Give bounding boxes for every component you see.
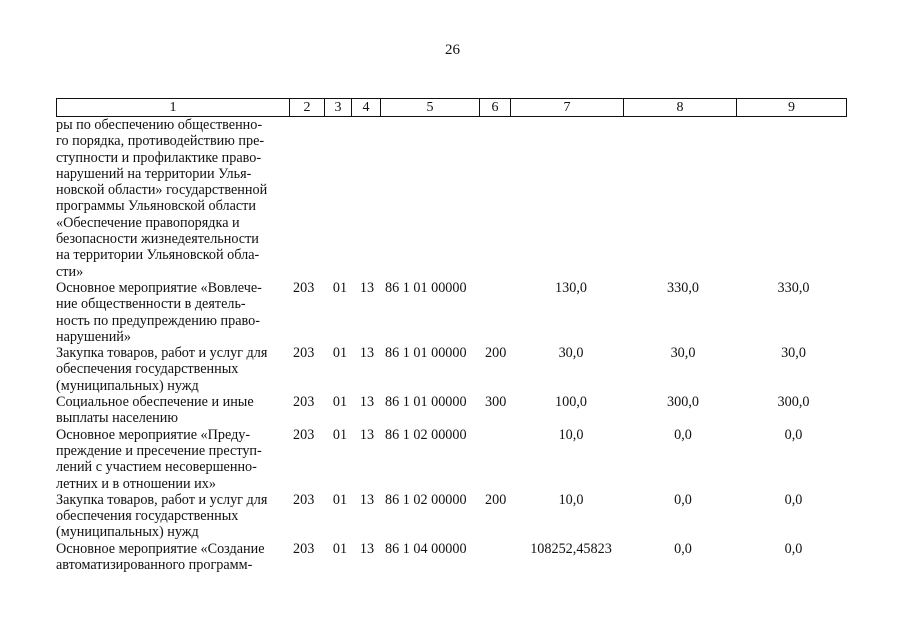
amount-col7-cell xyxy=(515,117,627,280)
amount-col7-cell: 108252,45823 xyxy=(530,540,612,557)
table-row xyxy=(56,345,848,394)
description-line: (муниципальных) нужд xyxy=(56,377,199,394)
description-line: программы Ульяновской области xyxy=(56,198,256,215)
target-article-cell: 86 1 01 00000 xyxy=(385,279,467,296)
description-line: преждение и пресечение преступ- xyxy=(56,442,262,459)
description-line: Основное мероприятие «Преду- xyxy=(56,426,251,443)
amount-col8-cell: 30,0 xyxy=(670,345,696,362)
subsection-code-cell: 13 xyxy=(359,426,375,443)
amount-col9-cell: 30,0 xyxy=(781,345,806,362)
target-article-cell: 86 1 02 00000 xyxy=(385,491,467,508)
amount-col8-cell: 300,0 xyxy=(667,394,699,411)
table-row xyxy=(56,492,848,541)
expense-type-cell: 200 xyxy=(485,491,507,508)
description-line: Основное мероприятие «Создание xyxy=(56,540,265,557)
description-line: безопасности жизнедеятельности xyxy=(56,231,259,248)
description-line: Закупка товаров, работ и услуг для xyxy=(56,345,268,362)
description-line: новской области» государственной xyxy=(56,182,268,199)
description-line: ры по обеспечению общественно- xyxy=(56,117,263,133)
subsection-code-cell: 13 xyxy=(359,491,375,508)
section-code-cell xyxy=(327,117,353,280)
amount-col9-cell xyxy=(739,117,848,280)
target-article-cell xyxy=(381,117,483,280)
row-description xyxy=(56,117,288,280)
subsection-code-cell: 13 xyxy=(359,345,375,362)
header-col-6: 6 xyxy=(480,99,511,117)
description-line: го порядка, противодействию пре- xyxy=(56,133,265,150)
ministry-code-cell xyxy=(288,117,327,280)
table-row xyxy=(56,541,848,574)
table-row xyxy=(56,394,848,427)
expense-type-cell: 300 xyxy=(485,394,507,411)
amount-col8-cell xyxy=(627,117,739,280)
description-line: обеспечения государственных xyxy=(56,361,239,378)
description-line: ступности и профилактике право- xyxy=(56,149,262,166)
expense-type-cell: 200 xyxy=(485,345,507,362)
row-description xyxy=(56,280,288,345)
amount-col7-cell: 130,0 xyxy=(555,279,587,296)
description-line: автоматизированного программ- xyxy=(56,557,253,574)
amount-col8-cell: 0,0 xyxy=(674,540,692,557)
header-col-4: 4 xyxy=(352,99,381,117)
target-article-cell: 86 1 01 00000 xyxy=(385,394,467,411)
expense-type-cell xyxy=(483,280,515,345)
description-line: Основное мероприятие «Вовлече- xyxy=(56,279,262,296)
section-code-cell: 01 xyxy=(332,279,348,296)
table-row xyxy=(56,280,848,345)
budget-table-body xyxy=(56,117,848,573)
description-line: Социальное обеспечение и иные xyxy=(56,394,254,411)
amount-col8-cell: 0,0 xyxy=(674,491,692,508)
ministry-code-cell: 203 xyxy=(293,426,315,443)
section-code-cell: 01 xyxy=(332,491,348,508)
ministry-code-cell: 203 xyxy=(293,279,315,296)
subsection-code-cell: 13 xyxy=(359,279,375,296)
amount-col9-cell: 300,0 xyxy=(777,394,810,411)
section-code-cell: 01 xyxy=(332,394,348,411)
header-col-5: 5 xyxy=(381,99,480,117)
subsection-code-cell xyxy=(353,117,381,280)
description-line: нарушений» xyxy=(56,328,131,345)
section-code-cell: 01 xyxy=(332,426,348,443)
description-line: сти» xyxy=(56,263,84,280)
description-line: обеспечения государственных xyxy=(56,508,239,525)
ministry-code-cell: 203 xyxy=(293,394,315,411)
description-line: ность по предупреждению право- xyxy=(56,312,260,329)
subsection-code-cell: 13 xyxy=(359,394,375,411)
header-col-3: 3 xyxy=(325,99,352,117)
description-line: летних и в отношении их» xyxy=(56,475,216,492)
column-number-header xyxy=(56,98,847,117)
row-description xyxy=(56,427,288,492)
header-col-9: 9 xyxy=(737,99,847,117)
row-description xyxy=(56,492,288,541)
description-line: нарушений на территории Улья- xyxy=(56,165,252,182)
amount-col7-cell: 100,0 xyxy=(555,394,587,411)
row-description xyxy=(56,394,288,427)
page-number: 26 xyxy=(445,42,460,58)
header-col-1: 1 xyxy=(57,99,290,117)
description-line: лений с участием несовершенно- xyxy=(56,459,257,476)
description-line: (муниципальных) нужд xyxy=(56,524,199,541)
table-row xyxy=(56,117,848,280)
description-line: Закупка товаров, работ и услуг для xyxy=(56,491,268,508)
description-line: «Обеспечение правопорядка и xyxy=(56,214,240,231)
amount-col9-cell: 0,0 xyxy=(784,540,803,557)
header-col-8: 8 xyxy=(624,99,737,117)
header-col-2: 2 xyxy=(290,99,325,117)
expense-type-cell xyxy=(483,541,515,574)
description-line: выплаты населению xyxy=(56,410,178,427)
amount-col8-cell: 0,0 xyxy=(674,426,692,443)
header-col-7: 7 xyxy=(511,99,624,117)
row-description xyxy=(56,541,288,574)
amount-col9-cell: 330,0 xyxy=(777,279,810,296)
ministry-code-cell: 203 xyxy=(293,345,315,362)
section-code-cell: 01 xyxy=(332,540,348,557)
description-line: ние общественности в деятель- xyxy=(56,296,246,313)
amount-col7-cell: 10,0 xyxy=(558,491,584,508)
ministry-code-cell: 203 xyxy=(293,491,315,508)
amount-col7-cell: 10,0 xyxy=(558,426,584,443)
amount-col8-cell: 330,0 xyxy=(667,279,699,296)
table-row xyxy=(56,427,848,492)
expense-type-cell xyxy=(483,427,515,492)
subsection-code-cell: 13 xyxy=(359,540,375,557)
target-article-cell: 86 1 02 00000 xyxy=(385,426,467,443)
row-description xyxy=(56,345,288,394)
section-code-cell: 01 xyxy=(332,345,348,362)
expense-type-cell xyxy=(483,117,515,280)
budget-table xyxy=(56,117,848,573)
target-article-cell: 86 1 01 00000 xyxy=(385,345,467,362)
target-article-cell: 86 1 04 00000 xyxy=(385,540,467,557)
description-line: на территории Ульяновской обла- xyxy=(56,247,260,264)
amount-col9-cell: 0,0 xyxy=(784,426,803,443)
amount-col9-cell: 0,0 xyxy=(784,491,803,508)
amount-col7-cell: 30,0 xyxy=(558,345,584,362)
ministry-code-cell: 203 xyxy=(293,540,315,557)
